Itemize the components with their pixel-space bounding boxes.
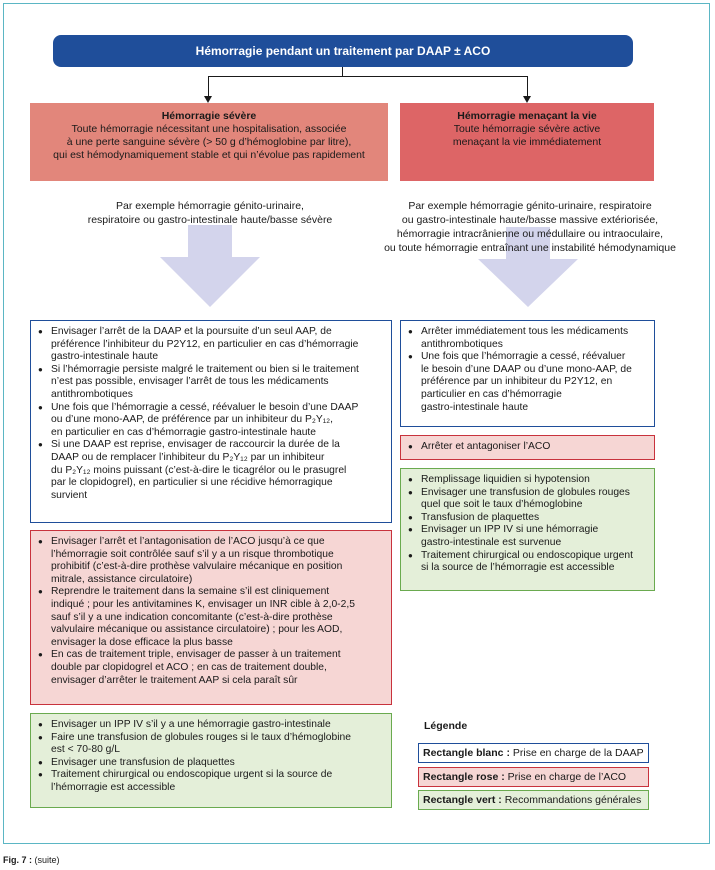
- severe-line: qui est hémodynamiquement stable et qui n’évolue pas rapidement: [53, 149, 365, 161]
- legend-pink: [418, 767, 649, 787]
- example-line: Par exemple hémorragie génito-urinaire,: [116, 200, 304, 212]
- item-line: Arrêter immédiatement tous les médicaments: [421, 326, 629, 337]
- item-line: Si une DAAP est reprise, envisager de raccourcir la durée de la: [51, 439, 340, 451]
- example-line: Par exemple hémorragie génito-urinaire, respiratoire: [408, 200, 652, 212]
- item-line: préférence par un inhibiteur du P2Y12, en: [421, 376, 613, 388]
- item-line: valvulaire mécanique ou assistance circulatoire) ; pour les AOD,: [51, 624, 343, 636]
- item-line: Envisager une transfusion de plaquettes: [51, 756, 235, 768]
- item-line: Reprendre le traitement dans la semaine s’il est cliniquement: [51, 586, 330, 598]
- example-line: hémorragie intracrânienne ou médullaire ou intraoculaire,: [396, 228, 664, 240]
- general-recommendations-box: [30, 713, 392, 808]
- list-item: [417, 441, 648, 454]
- item-line: Envisager une transfusion de globules rouges: [421, 486, 630, 498]
- list-item: [417, 512, 648, 525]
- severe-hemorrhage-box: [30, 103, 388, 181]
- threat-line: Toute hémorragie sévère active: [453, 123, 601, 135]
- flowchart-title: Hémorragie pendant un traitement par DAAP ± ACO: [53, 35, 633, 67]
- list-item: [47, 719, 385, 732]
- list-item: [417, 550, 648, 575]
- recommendation-list: [37, 719, 385, 795]
- connector-right-arrowhead: [523, 96, 531, 103]
- item-line: Transfusion de plaquettes: [421, 511, 540, 523]
- severe-big-arrow: [160, 225, 260, 307]
- list-item: [47, 402, 385, 440]
- item-line: En cas de traitement triple, envisager de passer à un traitement: [51, 649, 341, 661]
- list-item: [47, 364, 385, 402]
- general-recommendations-box-right: [400, 468, 655, 591]
- item-line: gastro-intestinale haute: [51, 351, 159, 363]
- item-line: Une fois que l’hémorragie a cessé, réévaluer: [421, 351, 626, 363]
- item-line: Envisager l’arrêt de la DAAP et la poursuite d’un seul AAP, de: [51, 326, 332, 337]
- severe-line: Toute hémorragie nécessitant une hospitalisation, associée: [71, 123, 347, 135]
- item-line: n’est pas possible, envisager l’arrêt de tous les médicaments: [51, 376, 329, 388]
- recommendation-list: [407, 474, 648, 575]
- item-line: Si l’hémorragie persiste malgré le traitement ou bien si le traitement: [51, 363, 359, 375]
- figure-caption: [3, 855, 60, 865]
- item-line: antithrombotiques: [51, 388, 133, 400]
- item-line: l’hémorragie est accessible: [51, 781, 176, 793]
- legend-green: [418, 790, 649, 810]
- recommendation-list: [407, 326, 648, 414]
- item-line: DAAP ou de remplacer l’inhibiteur du P₂Y₁₂ par un inhibiteur: [51, 451, 325, 463]
- item-line: l’hémorragie soit contrôlée sauf s’il y a un risque thrombotique: [51, 548, 334, 560]
- connector-left-drop: [208, 76, 209, 96]
- list-item: [47, 586, 385, 649]
- item-line: par le clopidogrel), en particulier si une récidive hémorragique: [51, 477, 333, 489]
- item-line: Faire une transfusion de globules rouges si le taux d’hémoglobine: [51, 731, 351, 743]
- aco-management-box: [30, 530, 392, 705]
- item-line: en particulier en cas d’hémorragie gastro-intestinale haute: [51, 426, 317, 438]
- item-line: Arrêter et antagoniser l’ACO: [421, 441, 551, 452]
- list-item: [47, 326, 385, 364]
- item-line: envisager d’arrêter le traitement AAP si cela paraît sûr: [51, 674, 298, 686]
- item-line: envisager la dose efficace la plus basse: [51, 636, 233, 648]
- item-line: survient: [51, 489, 88, 501]
- daap-management-box-right: [400, 320, 655, 427]
- item-line: préférence l’inhibiteur du P2Y12, en particulier en cas d’hémorragie: [51, 338, 359, 350]
- item-line: double par clopidogrel et ACO ; en cas de traitement double,: [51, 661, 327, 673]
- item-line: particulier en cas d’hémorragie: [421, 388, 562, 400]
- legend-title: Légende: [424, 720, 468, 732]
- list-item: [47, 757, 385, 770]
- list-item: [47, 439, 385, 502]
- item-line: Envisager l’arrêt et l’antagonisation de l’ACO jusqu’à ce que: [51, 536, 325, 547]
- legend-white: [418, 743, 649, 763]
- legend-green-text: Recommandations générales: [501, 794, 642, 806]
- list-item: [417, 487, 648, 512]
- threat-heading: Hémorragie menaçant la vie: [457, 110, 597, 122]
- item-line: gastro-intestinale haute: [421, 401, 529, 413]
- item-line: du P₂Y₁₂ moins puissant (c’est-à-dire le ticagrélor ou le prasugrel: [51, 464, 347, 476]
- example-line: ou gastro-intestinale haute/basse massive extériorisée,: [401, 214, 659, 226]
- recommendation-list: [37, 536, 385, 687]
- legend-green-label: Rectangle vert :: [423, 794, 502, 806]
- threat-example: [365, 199, 695, 255]
- example-line: respiratoire ou gastro-intestinale haute/basse sévère: [87, 214, 333, 226]
- connector-left-arrowhead: [204, 96, 212, 103]
- daap-management-box: [30, 320, 392, 523]
- legend-white-text: Prise en charge de la DAAP: [509, 747, 644, 759]
- item-line: indiqué ; pour les antivitamines K, envisager un INR cible à 2,0-2,5: [51, 598, 355, 610]
- life-threatening-hemorrhage-box: [400, 103, 654, 181]
- item-line: Traitement chirurgical ou endoscopique urgent si la source de: [51, 769, 333, 781]
- list-item: [417, 524, 648, 549]
- item-line: quel que soit le taux d’hémoglobine: [421, 499, 583, 511]
- threat-line: menaçant la vie immédiatement: [452, 136, 602, 148]
- list-item: [47, 536, 385, 586]
- list-item: [417, 326, 648, 351]
- example-line: ou toute hémorragie entraînant une instabilité hémodynamique: [384, 242, 676, 254]
- item-line: si la source de l’hémorragie est accessible: [421, 562, 615, 574]
- item-line: Une fois que l’hémorragie a cessé, réévaluer le besoin d’une DAAP: [51, 401, 359, 413]
- legend-pink-text: Prise en charge de l’ACO: [504, 771, 627, 783]
- list-item: [47, 732, 385, 757]
- list-item: [47, 769, 385, 794]
- recommendation-list: [37, 326, 385, 502]
- aco-management-box-right: [400, 435, 655, 460]
- item-line: est < 70-80 g/L: [51, 744, 120, 756]
- item-line: antithrombotiques: [421, 338, 503, 350]
- item-line: gastro-intestinale est survenue: [421, 536, 562, 548]
- severe-heading: Hémorragie sévère: [161, 110, 257, 122]
- list-item: [417, 474, 648, 487]
- item-line: le besoin d’une DAAP ou d’une mono-AAP, de: [421, 363, 632, 375]
- legend-white-label: Rectangle blanc :: [423, 747, 510, 759]
- caption-text: (suite): [32, 855, 60, 865]
- item-line: Envisager un IPP IV si une hémorragie: [421, 524, 599, 536]
- connector-stem: [342, 67, 343, 76]
- recommendation-list: [407, 441, 648, 454]
- list-item: [47, 649, 385, 687]
- legend-pink-label: Rectangle rose :: [423, 771, 505, 783]
- caption-label: Fig. 7 :: [3, 855, 32, 865]
- item-line: Traitement chirurgical ou endoscopique urgent: [421, 549, 633, 561]
- item-line: sauf s’il y a une indication concomitante (c’est-à-dire prothèse: [51, 611, 333, 623]
- item-line: mitrale, assistance circulatoire): [51, 573, 193, 585]
- connector-horizontal: [208, 76, 528, 77]
- connector-right-drop: [527, 76, 528, 96]
- item-line: ou d’une mono-AAP, de préférence par un inhibiteur du P₂Y₁₂,: [51, 414, 334, 426]
- item-line: Remplissage liquidien si hypotension: [421, 474, 590, 485]
- list-item: [417, 351, 648, 414]
- item-line: prohibitif (c’est-à-dire prothèse valvulaire mécanique en position: [51, 561, 343, 573]
- severe-example: [40, 199, 380, 227]
- item-line: Envisager un IPP IV s’il y a une hémorragie gastro-intestinale: [51, 719, 331, 730]
- severe-line: à une perte sanguine sévère (> 50 g d’hémoglobine par litre),: [66, 136, 352, 148]
